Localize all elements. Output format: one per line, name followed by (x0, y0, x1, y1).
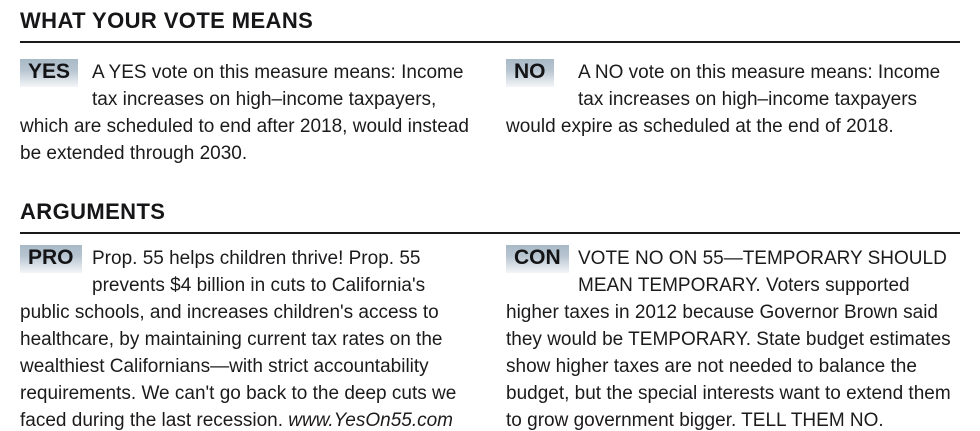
pro-badge: PRO (20, 245, 82, 273)
section-divider (20, 232, 960, 234)
pro-campaign-url-link[interactable]: www.YesOn55.com (288, 410, 454, 431)
yes-column (20, 59, 472, 167)
section-what-your-vote-means (20, 8, 960, 167)
con-badge-wrap (506, 245, 578, 299)
yes-vote-text: A YES vote on this measure means: Income tax increases on high–income taxpayers, which are scheduled to end after 2018, would instead be extended through 2030. (20, 62, 469, 164)
section-title-what-your-vote-means: WHAT YOUR VOTE MEANS (20, 8, 314, 33)
no-vote-text: A NO vote on this measure means: Income tax increases on high–income taxpayers would expire as scheduled at the end of 2018. (506, 62, 941, 137)
yes-badge: YES (20, 59, 78, 87)
no-badge-wrap (506, 59, 578, 113)
pro-badge-wrap (20, 245, 92, 299)
no-badge: NO (506, 59, 554, 87)
con-argument-text: VOTE NO ON 55—TEMPORARY SHOULD MEAN TEMPORARY. Voters supported higher taxes in 2012 because Governor Brown said they would be TEMPORARY. State budget estimates show higher taxes are not needed to balance the budget, but the special interests want to extend them to grow government bigger. TELL THEM NO. (506, 248, 951, 431)
no-column (506, 59, 958, 167)
vote-means-columns (20, 59, 960, 167)
section-title-arguments: ARGUMENTS (20, 199, 166, 224)
con-column (506, 245, 958, 431)
section-divider (20, 41, 960, 43)
pro-column (20, 245, 472, 431)
section-arguments (20, 199, 960, 431)
arguments-columns (20, 245, 960, 431)
con-badge: CON (506, 245, 569, 273)
pro-argument-body: Prop. 55 helps children thrive! Prop. 55 prevents $4 billion in cuts to California's public schools, and increases children's access to healthcare, by maintaining current tax rates on the wealthiest Californians—with strict accountability requirements. We can't go back to the deep cuts we faced during the last recession. (20, 248, 457, 431)
yes-badge-wrap (20, 59, 92, 113)
